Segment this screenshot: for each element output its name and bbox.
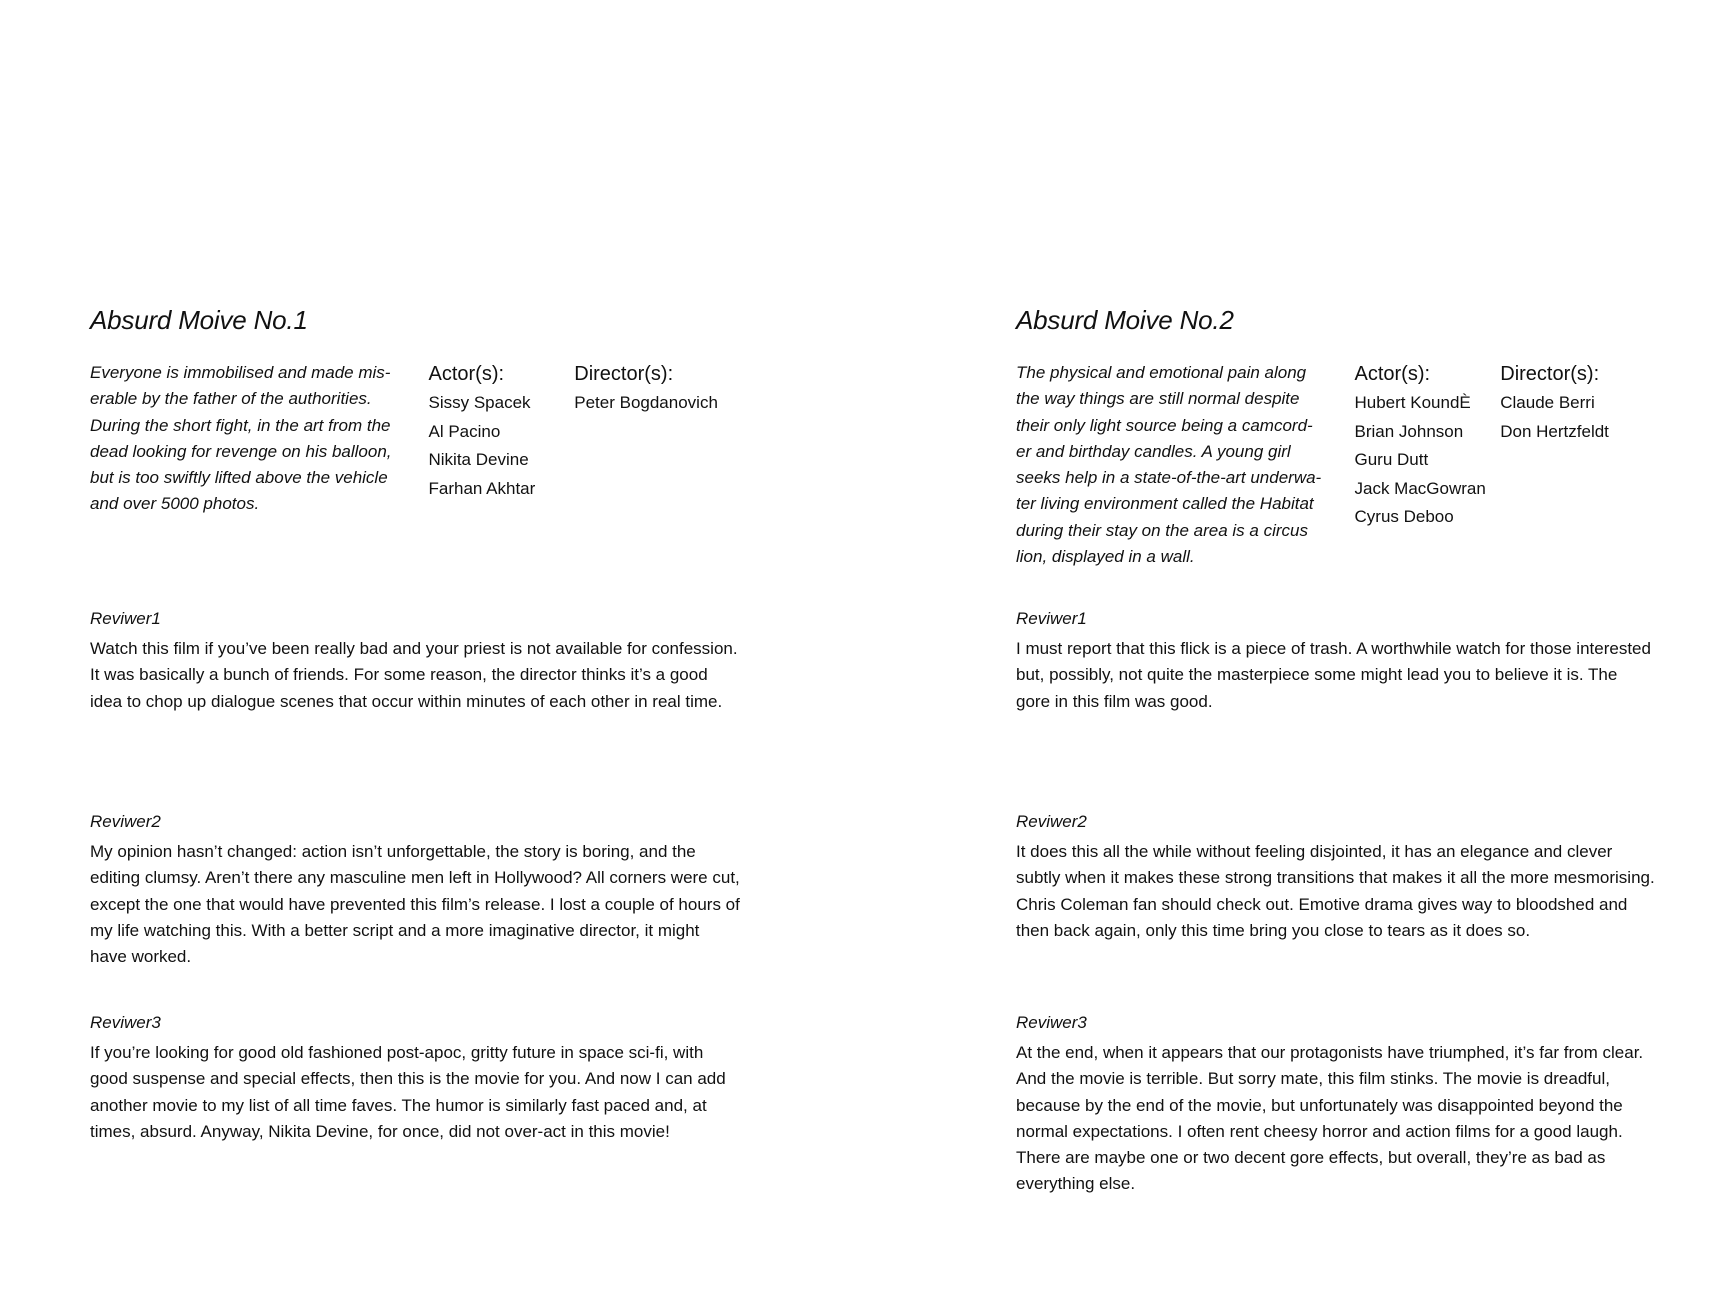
actor-name: Nikita Devine bbox=[428, 450, 529, 469]
review-2 bbox=[1016, 811, 1656, 944]
reviewer-name: Reviwer1 bbox=[90, 609, 161, 628]
actor-name: Al Pacino bbox=[428, 421, 501, 441]
review-text: My opinion hasn’t changed: action isn’t unforgettable, the story is boring, and the editing clumsy. Aren’t there any masculine men left in Hollywood? All corners were cut, except the one that would have prevented this film’s release. I lost a couple of hours of my life watching this. With a better script and a more imaginative director, it might have worked. bbox=[90, 842, 740, 967]
review-text: I must report that this flick is a piece of trash. A worthwhile watch for those interested but, possibly, not quite the masterpiece some might lead you to believe it is. The gore in this film was good. bbox=[1016, 639, 1651, 711]
movie-title: Absurd Moive No.2 bbox=[1016, 305, 1234, 335]
review-1 bbox=[90, 608, 740, 715]
review-3 bbox=[90, 1012, 740, 1145]
directors-block bbox=[1500, 360, 1676, 446]
director-name: Peter Bogdanovich bbox=[574, 393, 718, 412]
review-text: Watch this film if you’ve been really bad and your priest is not available for confession. It was basically a bunch of friends. For some reason, the director thinks it’s a good idea to chop up dialogue scenes that occur within minutes of each other in real time. bbox=[90, 639, 738, 711]
reviewer-name: Reviwer2 bbox=[90, 812, 161, 831]
movie-title: Absurd Moive No.1 bbox=[90, 305, 308, 335]
directors-list bbox=[574, 389, 750, 418]
movie-info bbox=[90, 360, 750, 606]
reviewer-name: Reviwer2 bbox=[1016, 812, 1087, 831]
movie-card-1 bbox=[90, 304, 750, 1141]
reviewer-name: Reviwer3 bbox=[1016, 1013, 1087, 1032]
actors-block bbox=[429, 360, 564, 503]
review-text: If you’re looking for good old fashioned post-apoc, gritty future in space sci-fi, with good suspense and special effects, then this is the movie for you. And now I can add another movie to my list of all time faves. The humor is similarly fast paced and, at times, absurd. Anyway, Nikita Devine, for once, did not over-act in this movie! bbox=[90, 1043, 726, 1141]
reviewer-name: Reviwer3 bbox=[90, 1013, 161, 1032]
movie-synopsis: The physical and emotional pain along the way things are still normal despite their only light source being a camcord-er and birthday candles. A young girl seeks help in a state-of-the-art underwa-ter living environment called the Habitat during their stay on the area is a circus lion, displayed in a wall. bbox=[1016, 363, 1322, 567]
director-name: Don Hertzfeldt bbox=[1500, 421, 1609, 441]
actor-name: Jack MacGowran bbox=[1354, 478, 1486, 498]
movie-card-2 bbox=[1016, 304, 1676, 1194]
actor-name: Cyrus Deboo bbox=[1354, 507, 1454, 526]
actor-name: Sissy Spacek bbox=[428, 393, 531, 412]
movie-info bbox=[1016, 360, 1676, 606]
review-2 bbox=[90, 811, 740, 970]
actor-name: Guru Dutt bbox=[1354, 450, 1429, 469]
movie-synopsis: Everyone is immobilised and made mis-erable by the father of the authorities. During the short fight, in the art from the dead looking for revenge on his balloon, but is too swiftly lifted above the vehicle and over 5000 photos. bbox=[90, 363, 392, 514]
actors-label: Actor(s): bbox=[428, 363, 505, 385]
reviewer-name: Reviwer1 bbox=[1016, 609, 1087, 628]
directors-list bbox=[1500, 389, 1676, 446]
actors-list bbox=[429, 389, 564, 503]
director-name: Claude Berri bbox=[1500, 393, 1595, 412]
directors-label: Director(s): bbox=[574, 363, 674, 385]
review-1 bbox=[1016, 608, 1656, 715]
actor-name: Hubert KoundÈ bbox=[1354, 393, 1471, 412]
actors-list bbox=[1355, 389, 1490, 532]
review-text: It does this all the while without feeling disjointed, it has an elegance and clever subtly when it makes these strong transitions that makes it all the more mesmorising. Chris Coleman fan should check out. Emotive drama gives way to bloodshed and then back again, only this time bring you close to tears as it does so. bbox=[1016, 842, 1655, 940]
actors-block bbox=[1355, 360, 1490, 532]
directors-block bbox=[574, 360, 750, 418]
review-3 bbox=[1016, 1012, 1656, 1198]
actor-name: Brian Johnson bbox=[1354, 421, 1464, 441]
review-text: At the end, when it appears that our protagonists have triumphed, it’s far from clear. And the movie is terrible. But sorry mate, this film stinks. The movie is dreadful, because by the end of the movie, but unfortunately was disappointed beyond the normal expectations. I often rent cheesy horror and action films for a good laugh. There are maybe one or two decent gore effects, but overall, they’re as bad as everything else. bbox=[1016, 1043, 1644, 1194]
actors-label: Actor(s): bbox=[1354, 363, 1431, 385]
actor-name: Farhan Akhtar bbox=[428, 478, 536, 498]
directors-label: Director(s): bbox=[1500, 363, 1600, 385]
